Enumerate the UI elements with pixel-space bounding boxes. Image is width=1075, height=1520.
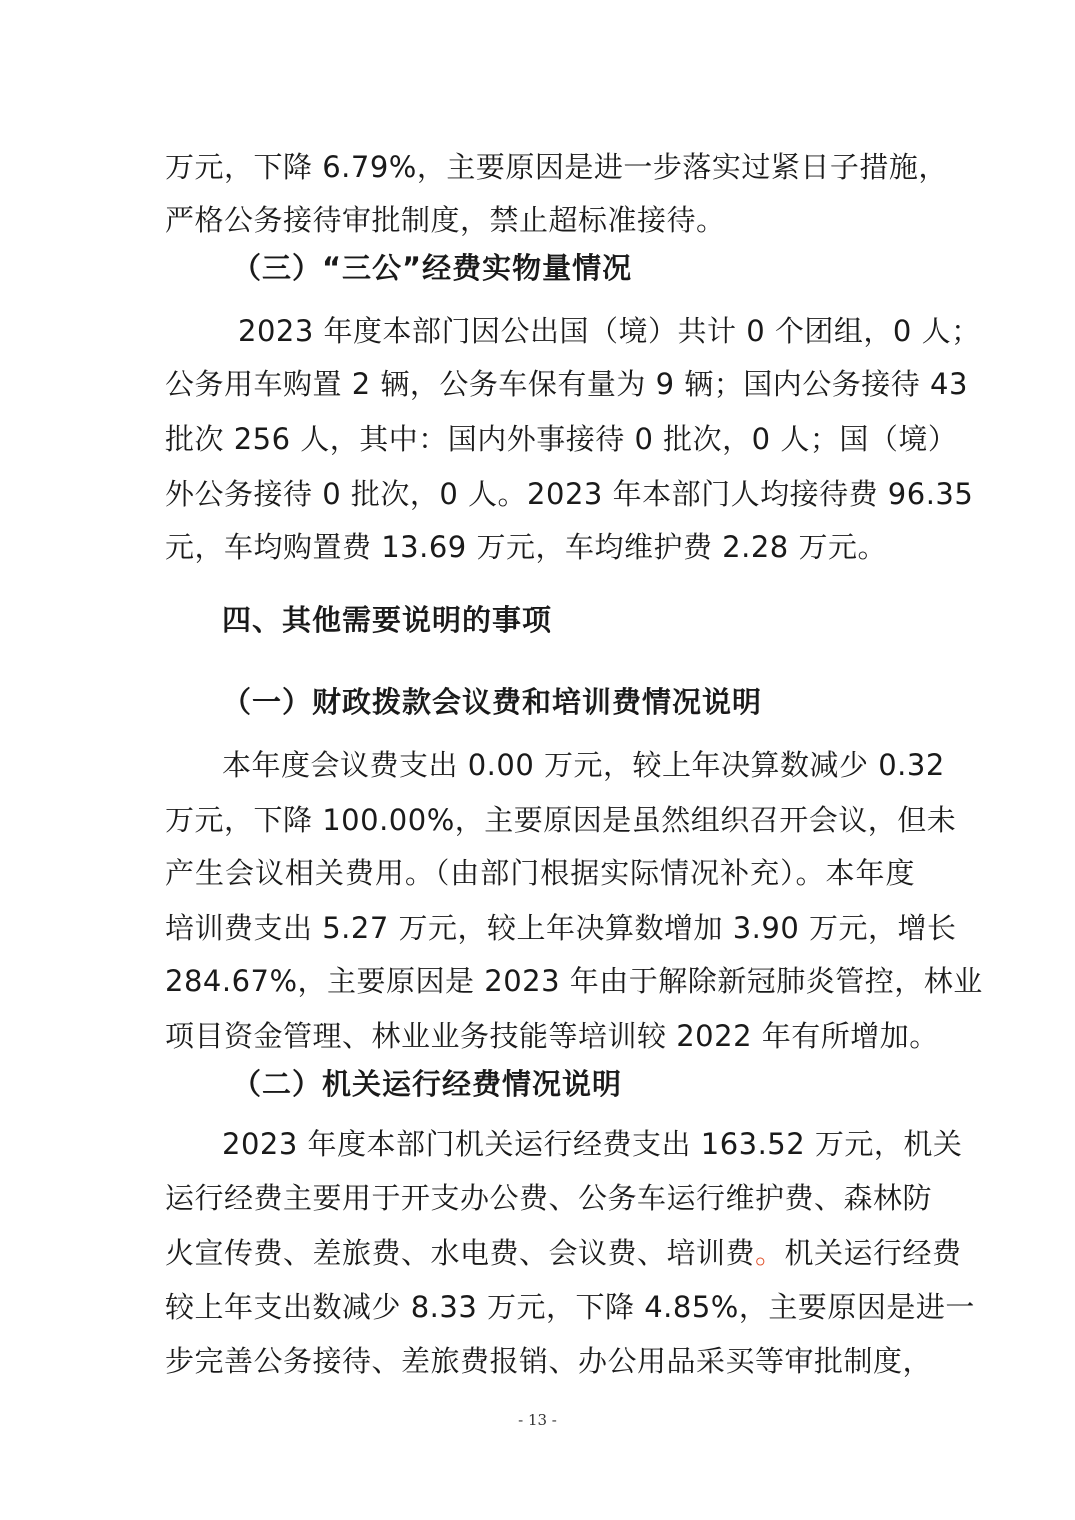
section-heading-4-1: （一）财政拨款会议费和培训费情况说明 [222, 685, 763, 719]
paragraph-line: 284.67%，主要原因是 2023 年由于解除新冠肺炎管控，林业 [165, 964, 983, 998]
paragraph-line: 项目资金管理、林业业务技能等培训较 2022 年有所增加。 [165, 1019, 939, 1053]
text-span: 火宣传费、差旅费、水电费、会议费、培训费 [165, 1236, 756, 1270]
page-number: - 13 - [518, 1411, 557, 1429]
paragraph-line: 运行经费主要用于开支办公费、公务车运行维护费、森林防 [165, 1181, 933, 1215]
paragraph-line: 严格公务接待审批制度，禁止超标准接待。 [165, 203, 726, 237]
main-heading-4: 四、其他需要说明的事项 [222, 603, 553, 637]
paragraph-line [165, 1233, 962, 1273]
paragraph-line: 公务用车购置 2 辆，公务车保有量为 9 辆；国内公务接待 43 [165, 367, 968, 401]
highlight-mark: 。 [755, 1236, 785, 1270]
paragraph-line: 培训费支出 5.27 万元，较上年决算数增加 3.90 万元，增长 [165, 911, 957, 945]
section-heading-3: （三）“三公”经费实物量情况 [232, 251, 633, 285]
paragraph-line: 万元，下降 6.79%，主要原因是进一步落实过紧日子措施， [165, 150, 948, 184]
paragraph-line: 批次 256 人，其中：国内外事接待 0 批次，0 人；国（境） [165, 422, 958, 456]
paragraph-line: 产生会议相关费用。（由部门根据实际情况补充）。本年度 [165, 856, 915, 890]
paragraph-line: 2023 年度本部门因公出国（境）共计 0 个团组，0 人； [238, 314, 981, 348]
paragraph-line: 元，车均购置费 13.69 万元，车均维护费 2.28 万元。 [165, 530, 887, 564]
paragraph-line: 较上年支出数减少 8.33 万元，下降 4.85%，主要原因是进一 [165, 1290, 975, 1324]
section-heading-4-2: （二）机关运行经费情况说明 [232, 1067, 623, 1101]
paragraph-line: 外公务接待 0 批次，0 人。2023 年本部门人均接待费 96.35 [165, 477, 974, 511]
paragraph-line: 本年度会议费支出 0.00 万元，较上年决算数减少 0.32 [222, 748, 945, 782]
paragraph-line: 步完善公务接待、差旅费报销、办公用品采买等审批制度， [165, 1344, 933, 1378]
paragraph-line: 万元，下降 100.00%，主要原因是虽然组织召开会议，但未 [165, 803, 957, 837]
text-span: 机关运行经费 [784, 1236, 962, 1270]
paragraph-line: 2023 年度本部门机关运行经费支出 163.52 万元，机关 [222, 1127, 963, 1161]
